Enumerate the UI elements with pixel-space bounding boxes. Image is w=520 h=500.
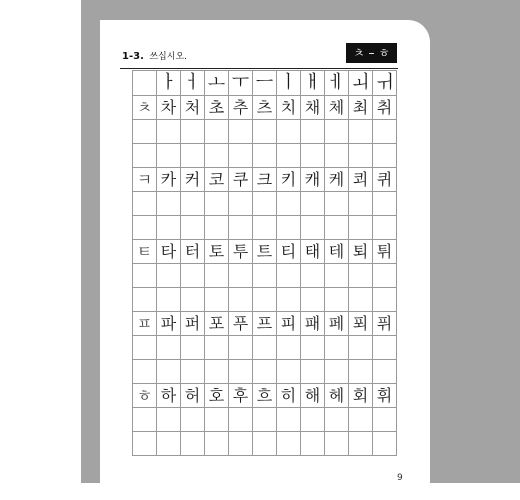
vowel-header-cell: ㅚ [349, 71, 373, 96]
practice-blank-cell[interactable] [157, 264, 181, 288]
syllable-cell: 추 [229, 96, 253, 120]
practice-blank-cell[interactable] [181, 288, 205, 312]
practice-blank-cell[interactable] [205, 120, 229, 144]
syllable-cell: 쿠 [229, 168, 253, 192]
practice-blank-cell[interactable] [157, 144, 181, 168]
practice-blank-cell[interactable] [133, 120, 157, 144]
practice-blank-cell[interactable] [325, 216, 349, 240]
syllable-cell: 페 [325, 312, 349, 336]
vowel-header-cell: ㅏ [157, 71, 181, 96]
exercise-title [122, 49, 187, 62]
practice-blank-cell[interactable] [325, 192, 349, 216]
practice-blank-cell[interactable] [373, 192, 397, 216]
practice-blank-cell[interactable] [229, 216, 253, 240]
practice-blank-cell[interactable] [325, 120, 349, 144]
vowel-header-cell: ㅡ [253, 71, 277, 96]
vowel-header-cell: ㅔ [325, 71, 349, 96]
consonant-cell: ㅌ [133, 240, 157, 264]
practice-blank-cell[interactable] [181, 144, 205, 168]
syllable-cell: 키 [277, 168, 301, 192]
syllable-cell: 토 [205, 240, 229, 264]
practice-blank-cell[interactable] [277, 432, 301, 456]
practice-blank-cell[interactable] [301, 264, 325, 288]
practice-blank-cell[interactable] [349, 192, 373, 216]
consonant-cell: ㅍ [133, 312, 157, 336]
syllable-cell: 채 [301, 96, 325, 120]
practice-blank-cell[interactable] [373, 432, 397, 456]
practice-blank-cell[interactable] [229, 336, 253, 360]
vowel-header-cell: ㅓ [181, 71, 205, 96]
practice-blank-cell[interactable] [301, 288, 325, 312]
practice-blank-cell[interactable] [325, 144, 349, 168]
syllable-cell: 치 [277, 96, 301, 120]
practice-blank-cell[interactable] [349, 432, 373, 456]
vowel-header-cell: ㅗ [205, 71, 229, 96]
practice-blank-cell[interactable] [133, 432, 157, 456]
title-divider [120, 68, 398, 69]
practice-blank-cell[interactable] [349, 216, 373, 240]
practice-blank-cell[interactable] [301, 336, 325, 360]
practice-blank-cell[interactable] [253, 432, 277, 456]
practice-blank-cell[interactable] [349, 120, 373, 144]
syllable-cell: 쾨 [349, 168, 373, 192]
practice-blank-cell[interactable] [277, 192, 301, 216]
syllable-cell: 퍼 [181, 312, 205, 336]
syllable-cell: 트 [253, 240, 277, 264]
practice-blank-cell[interactable] [181, 336, 205, 360]
practice-blank-cell[interactable] [325, 264, 349, 288]
page-number: 9 [397, 473, 403, 483]
practice-blank-cell[interactable] [133, 288, 157, 312]
practice-blank-cell[interactable] [205, 192, 229, 216]
practice-blank-cell[interactable] [229, 288, 253, 312]
syllable-cell: 크 [253, 168, 277, 192]
consonant-cell: ㅎ [133, 384, 157, 408]
practice-blank-cell[interactable] [277, 408, 301, 432]
syllable-cell: 초 [205, 96, 229, 120]
practice-blank-cell[interactable] [301, 216, 325, 240]
practice-blank-cell[interactable] [229, 408, 253, 432]
practice-blank-cell[interactable] [157, 120, 181, 144]
syllable-cell: 테 [325, 240, 349, 264]
practice-blank-cell[interactable] [301, 408, 325, 432]
syllable-cell: 튀 [373, 240, 397, 264]
practice-blank-cell[interactable] [253, 120, 277, 144]
syllable-cell: 퀴 [373, 168, 397, 192]
practice-blank-cell[interactable] [229, 192, 253, 216]
exercise-number: 1-3. [122, 51, 144, 62]
syllable-cell: 투 [229, 240, 253, 264]
syllable-cell: 파 [157, 312, 181, 336]
practice-blank-cell[interactable] [349, 288, 373, 312]
practice-blank-cell[interactable] [205, 432, 229, 456]
practice-blank-cell[interactable] [349, 408, 373, 432]
practice-blank-cell[interactable] [277, 336, 301, 360]
syllable-cell: 터 [181, 240, 205, 264]
practice-blank-cell[interactable] [253, 360, 277, 384]
syllable-cell: 프 [253, 312, 277, 336]
practice-blank-cell[interactable] [205, 288, 229, 312]
practice-blank-cell[interactable] [229, 432, 253, 456]
syllable-cell: 허 [181, 384, 205, 408]
header-corner-cell [133, 71, 157, 96]
practice-blank-cell[interactable] [325, 432, 349, 456]
syllable-cell: 퇴 [349, 240, 373, 264]
practice-blank-cell[interactable] [205, 216, 229, 240]
practice-blank-cell[interactable] [349, 144, 373, 168]
consonant-cell: ㅋ [133, 168, 157, 192]
syllable-cell: 히 [277, 384, 301, 408]
syllable-cell: 취 [373, 96, 397, 120]
syllable-cell: 하 [157, 384, 181, 408]
practice-blank-cell[interactable] [301, 120, 325, 144]
practice-blank-cell[interactable] [253, 336, 277, 360]
vowel-header-cell: ㅐ [301, 71, 325, 96]
practice-blank-cell[interactable] [133, 264, 157, 288]
syllable-cell: 피 [277, 312, 301, 336]
practice-blank-cell[interactable] [373, 360, 397, 384]
practice-blank-cell[interactable] [229, 120, 253, 144]
practice-blank-cell[interactable] [181, 432, 205, 456]
practice-blank-cell[interactable] [277, 120, 301, 144]
practice-blank-cell[interactable] [373, 264, 397, 288]
practice-blank-cell[interactable] [205, 336, 229, 360]
syllable-cell: 코 [205, 168, 229, 192]
practice-blank-cell[interactable] [373, 144, 397, 168]
syllable-cell: 포 [205, 312, 229, 336]
syllable-cell: 푀 [349, 312, 373, 336]
practice-blank-cell[interactable] [181, 216, 205, 240]
syllable-cell: 회 [349, 384, 373, 408]
practice-blank-cell[interactable] [301, 360, 325, 384]
practice-blank-cell[interactable] [301, 192, 325, 216]
practice-blank-cell[interactable] [373, 120, 397, 144]
practice-blank-cell[interactable] [325, 408, 349, 432]
practice-blank-cell[interactable] [133, 336, 157, 360]
practice-blank-cell[interactable] [277, 288, 301, 312]
syllable-cell: 패 [301, 312, 325, 336]
practice-blank-cell[interactable] [157, 432, 181, 456]
syllable-cell: 케 [325, 168, 349, 192]
syllable-cell: 차 [157, 96, 181, 120]
practice-blank-cell[interactable] [301, 432, 325, 456]
practice-blank-cell[interactable] [205, 360, 229, 384]
practice-blank-cell[interactable] [277, 360, 301, 384]
practice-blank-cell[interactable] [181, 408, 205, 432]
practice-blank-cell[interactable] [349, 336, 373, 360]
practice-blank-cell[interactable] [253, 144, 277, 168]
syllable-cell: 최 [349, 96, 373, 120]
practice-blank-cell[interactable] [373, 336, 397, 360]
practice-blank-cell[interactable] [181, 192, 205, 216]
practice-blank-cell[interactable] [229, 144, 253, 168]
practice-blank-cell[interactable] [157, 216, 181, 240]
practice-blank-cell[interactable] [325, 336, 349, 360]
practice-blank-cell[interactable] [205, 408, 229, 432]
syllable-cell: 처 [181, 96, 205, 120]
syllable-cell: 츠 [253, 96, 277, 120]
practice-blank-cell[interactable] [325, 288, 349, 312]
practice-blank-cell[interactable] [181, 360, 205, 384]
practice-blank-cell[interactable] [301, 144, 325, 168]
practice-blank-cell[interactable] [253, 216, 277, 240]
syllable-cell: 티 [277, 240, 301, 264]
syllable-cell: 캐 [301, 168, 325, 192]
practice-blank-cell[interactable] [157, 360, 181, 384]
practice-blank-cell[interactable] [349, 264, 373, 288]
vowel-header-cell: ㅣ [277, 71, 301, 96]
practice-blank-cell[interactable] [277, 264, 301, 288]
practice-blank-cell[interactable] [205, 264, 229, 288]
practice-blank-cell[interactable] [157, 336, 181, 360]
consonant-cell: ㅊ [133, 96, 157, 120]
practice-blank-cell[interactable] [277, 216, 301, 240]
practice-blank-cell[interactable] [373, 288, 397, 312]
vowel-header-cell: ㅜ [229, 71, 253, 96]
practice-blank-cell[interactable] [205, 144, 229, 168]
practice-blank-cell[interactable] [253, 192, 277, 216]
practice-blank-cell[interactable] [373, 408, 397, 432]
practice-blank-cell[interactable] [373, 216, 397, 240]
vowel-header-cell: ㅟ [373, 71, 397, 96]
practice-blank-cell[interactable] [133, 408, 157, 432]
practice-blank-cell[interactable] [157, 408, 181, 432]
syllable-cell: 푸 [229, 312, 253, 336]
practice-blank-cell[interactable] [133, 216, 157, 240]
practice-blank-cell[interactable] [133, 192, 157, 216]
syllable-cell: 태 [301, 240, 325, 264]
practice-blank-cell[interactable] [229, 360, 253, 384]
practice-blank-cell[interactable] [349, 360, 373, 384]
syllable-cell: 호 [205, 384, 229, 408]
syllable-cell: 타 [157, 240, 181, 264]
syllable-cell: 해 [301, 384, 325, 408]
practice-blank-cell[interactable] [133, 360, 157, 384]
syllable-cell: 후 [229, 384, 253, 408]
practice-blank-cell[interactable] [157, 192, 181, 216]
syllable-cell: 커 [181, 168, 205, 192]
syllable-cell: 퓌 [373, 312, 397, 336]
practice-blank-cell[interactable] [253, 408, 277, 432]
practice-blank-cell[interactable] [133, 144, 157, 168]
practice-blank-cell[interactable] [253, 264, 277, 288]
syllable-cell: 카 [157, 168, 181, 192]
syllable-cell: 흐 [253, 384, 277, 408]
syllable-cell: 헤 [325, 384, 349, 408]
practice-blank-cell[interactable] [325, 360, 349, 384]
practice-blank-cell[interactable] [181, 264, 205, 288]
practice-blank-cell[interactable] [277, 144, 301, 168]
practice-blank-cell[interactable] [181, 120, 205, 144]
writing-practice-grid [132, 70, 397, 456]
consonant-range-badge: ㅊ – ㅎ [346, 43, 397, 63]
syllable-cell: 체 [325, 96, 349, 120]
practice-blank-cell[interactable] [253, 288, 277, 312]
practice-blank-cell[interactable] [229, 264, 253, 288]
practice-blank-cell[interactable] [157, 288, 181, 312]
exercise-instruction: 쓰십시오. [149, 52, 187, 62]
syllable-cell: 휘 [373, 384, 397, 408]
